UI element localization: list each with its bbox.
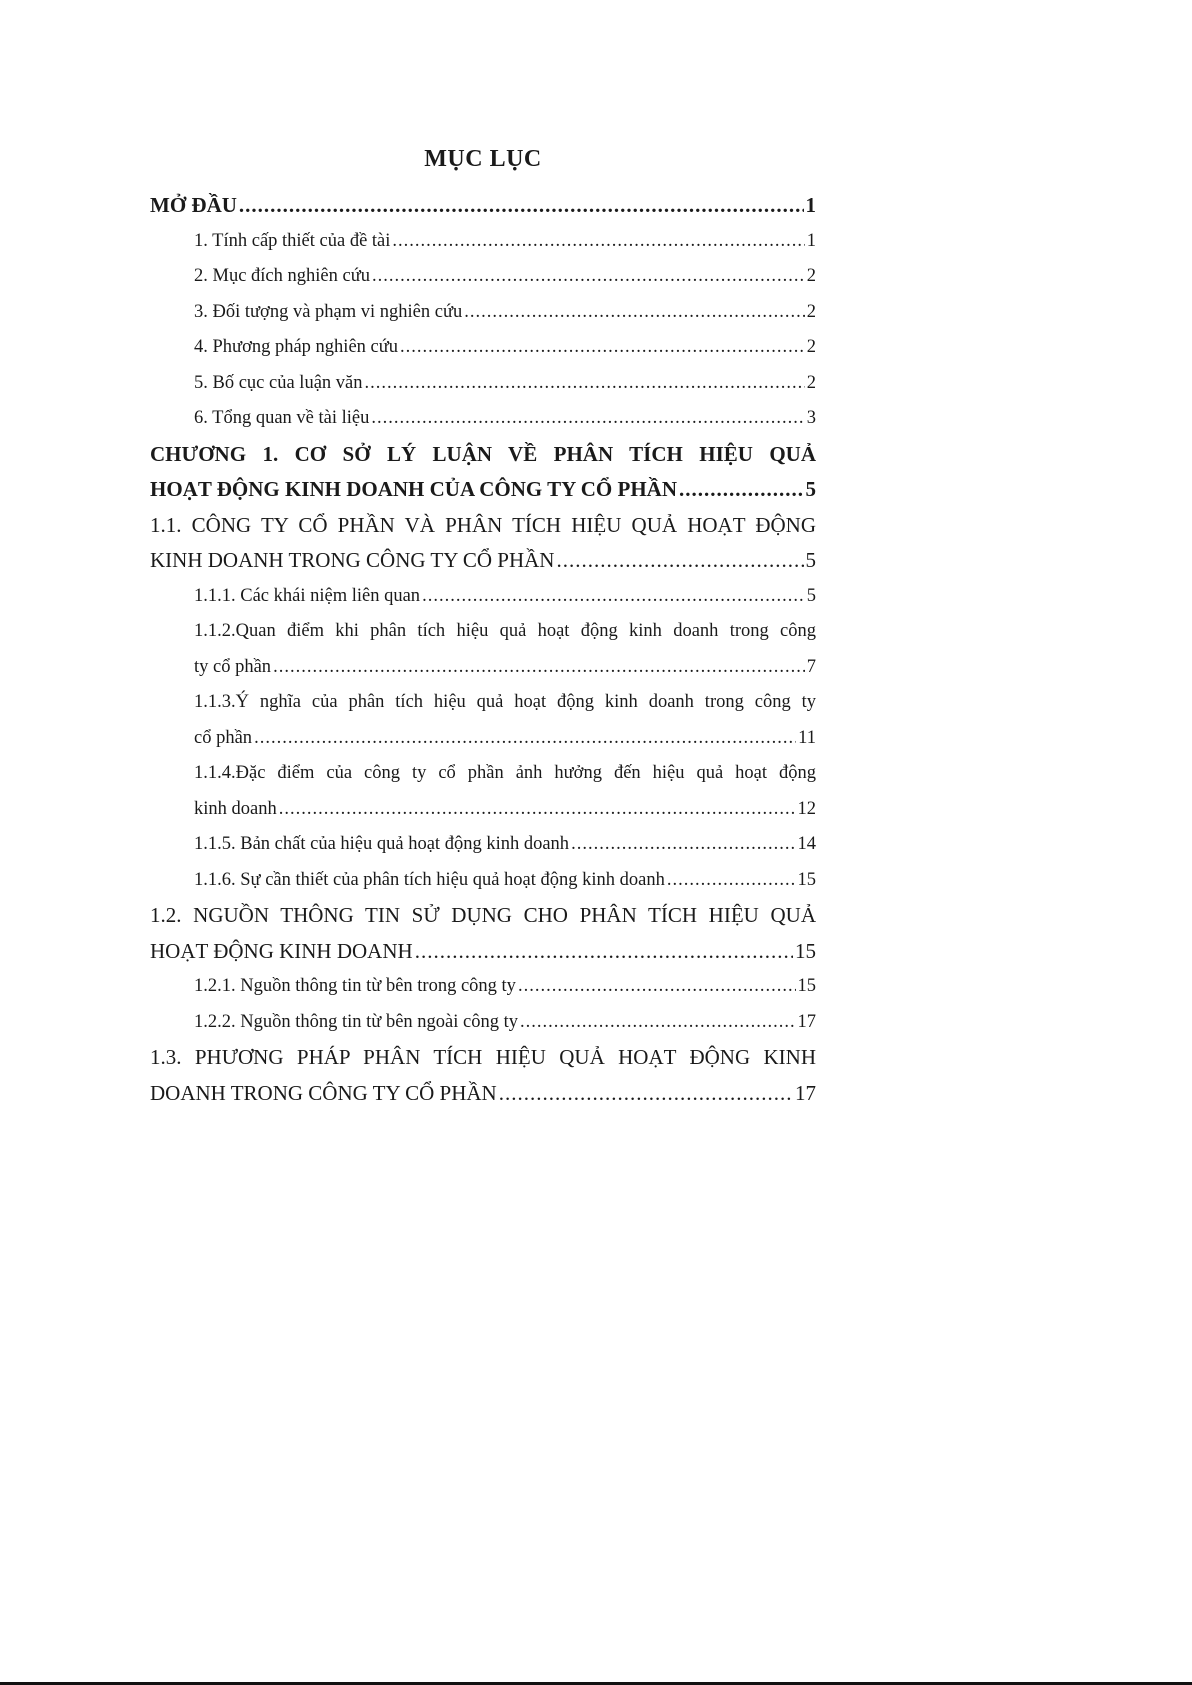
dot-leader — [464, 295, 805, 331]
dot-leader — [499, 1076, 793, 1112]
toc-page-number: 1 — [805, 193, 816, 217]
toc-section-1-2[interactable] — [150, 934, 816, 970]
toc-entry-text: HOẠT ĐỘNG KINH DOANH — [150, 938, 413, 963]
dot-leader — [520, 1005, 796, 1041]
toc-section-1-1-3-line1[interactable]: 1.1.3.Ý nghĩa của phân tích hiệu quả hoạt động kinh doanh trong công ty — [194, 692, 816, 712]
toc-section-1-1-5[interactable] — [150, 827, 816, 863]
toc-page-number: 17 — [797, 1011, 816, 1032]
toc-section-1-1-4-line1[interactable]: 1.1.4.Đặc điểm của công ty cổ phần ảnh hưởng đến hiệu quả hoạt động — [194, 763, 816, 783]
toc-section-1-1-6[interactable] — [150, 863, 816, 899]
toc-entry-intro-2[interactable] — [150, 259, 816, 295]
toc-section-1-3-line1[interactable]: 1.3. PHƯƠNG PHÁP PHÂN TÍCH HIỆU QUẢ HOẠT ĐỘNG KINH — [150, 1045, 816, 1069]
dot-leader — [372, 259, 805, 295]
toc-page-number: 17 — [795, 1080, 816, 1105]
toc-entry-text: 1.2.1. Nguồn thông tin từ bên trong công ty — [194, 976, 516, 996]
toc-page-number: 15 — [797, 869, 816, 890]
toc-entry-text: KINH DOANH TRONG CÔNG TY CỔ PHẦN — [150, 548, 555, 572]
toc-entry-text: HOẠT ĐỘNG KINH DOANH CỦA CÔNG TY CỔ PHẦN — [150, 477, 677, 501]
dot-leader — [239, 188, 804, 224]
toc-page-number: 15 — [795, 938, 816, 963]
dot-leader — [571, 827, 795, 863]
toc-page-number: 2 — [806, 266, 816, 286]
toc-section-1-3[interactable] — [150, 1076, 816, 1112]
toc-section-1-1[interactable] — [150, 543, 816, 579]
dot-leader — [415, 934, 793, 970]
toc-page-number: 11 — [798, 727, 816, 748]
dot-leader — [392, 224, 804, 260]
dot-leader — [273, 650, 805, 686]
toc-entry-text: MỞ ĐẦU — [150, 193, 237, 217]
dot-leader — [518, 969, 796, 1005]
dot-leader — [667, 863, 796, 899]
toc-page-number: 2 — [806, 372, 816, 393]
toc-page-number: 5 — [805, 548, 816, 572]
toc-section-1-1-2[interactable] — [150, 650, 816, 686]
dot-leader — [556, 543, 803, 579]
toc-entry-text: 1.1.5. Bản chất của hiệu quả hoạt động kinh doanh — [194, 834, 570, 854]
toc-entry-mo-dau[interactable] — [150, 188, 816, 224]
toc-entry-text: 6. Tổng quan về tài liệu — [194, 408, 370, 428]
toc-chapter-1-line1[interactable]: CHƯƠNG 1. CƠ SỞ LÝ LUẬN VỀ PHÂN TÍCH HIỆU QUẢ — [150, 441, 816, 466]
toc-entry-text: DOANH TRONG CÔNG TY CỔ PHẦN — [150, 1080, 497, 1105]
toc-page-number: 15 — [797, 976, 816, 996]
dot-leader — [679, 472, 804, 508]
dot-leader — [365, 366, 805, 402]
toc-entry-text: kinh doanh — [194, 798, 277, 819]
toc-section-1-1-1[interactable] — [150, 579, 816, 615]
toc-page-number: 2 — [806, 337, 816, 357]
dot-leader — [422, 579, 805, 615]
toc-entry-text: 1. Tính cấp thiết của đề tài — [194, 230, 391, 251]
dot-leader — [371, 401, 804, 437]
toc-page-number: 7 — [806, 656, 816, 677]
toc-entry-text: 4. Phương pháp nghiên cứu — [194, 337, 399, 357]
toc-page-number: 5 — [805, 477, 816, 501]
toc-entry-intro-3[interactable] — [150, 295, 816, 331]
toc-page-number: 3 — [806, 408, 816, 428]
toc-section-1-1-line1[interactable]: 1.1. CÔNG TY CỔ PHẦN VÀ PHÂN TÍCH HIỆU QUẢ HOẠT ĐỘNG — [150, 512, 816, 537]
toc-entry-text: 2. Mục đích nghiên cứu — [194, 266, 370, 286]
toc-entry-text: 1.2.2. Nguồn thông tin từ bên ngoài công ty — [194, 1011, 518, 1032]
dot-leader — [279, 792, 796, 828]
toc-section-1-2-line1[interactable]: 1.2. NGUỒN THÔNG TIN SỬ DỤNG CHO PHÂN TÍCH HIỆU QUẢ — [150, 903, 816, 927]
toc-entry-text: 5. Bố cục của luận văn — [194, 372, 363, 393]
toc-chapter-1[interactable] — [150, 472, 816, 508]
dot-leader — [400, 330, 805, 366]
dot-leader — [254, 721, 796, 757]
toc-entry-intro-5[interactable] — [150, 366, 816, 402]
toc-section-1-2-2[interactable] — [150, 1005, 816, 1041]
toc-section-1-1-3[interactable] — [150, 721, 816, 757]
toc-section-1-1-2-line1[interactable]: 1.1.2.Quan điểm khi phân tích hiệu quả hoạt động kinh doanh trong công — [194, 621, 816, 641]
toc-page-number: 12 — [797, 798, 816, 819]
toc-section-1-1-4[interactable] — [150, 792, 816, 828]
toc-page-number: 5 — [806, 585, 816, 606]
toc-page-number: 1 — [806, 230, 816, 251]
toc-entry-text: 1.1.6. Sự cần thiết của phân tích hiệu quả hoạt động kinh doanh — [194, 869, 665, 890]
toc-entry-text: cổ phần — [194, 727, 253, 748]
toc-entry-intro-1[interactable] — [150, 224, 816, 260]
toc-entry-intro-6[interactable] — [150, 401, 816, 437]
table-of-contents — [150, 188, 816, 1111]
page-title: MỤC LỤC — [424, 146, 542, 172]
toc-entry-text: 1.1.1. Các khái niệm liên quan — [194, 585, 421, 606]
toc-entry-text: ty cổ phần — [194, 656, 272, 677]
toc-page-number: 2 — [806, 301, 816, 322]
toc-entry-text: 3. Đối tượng và phạm vi nghiên cứu — [194, 301, 463, 322]
toc-page-number: 14 — [797, 834, 816, 854]
toc-section-1-2-1[interactable] — [150, 969, 816, 1005]
toc-entry-intro-4[interactable] — [150, 330, 816, 366]
